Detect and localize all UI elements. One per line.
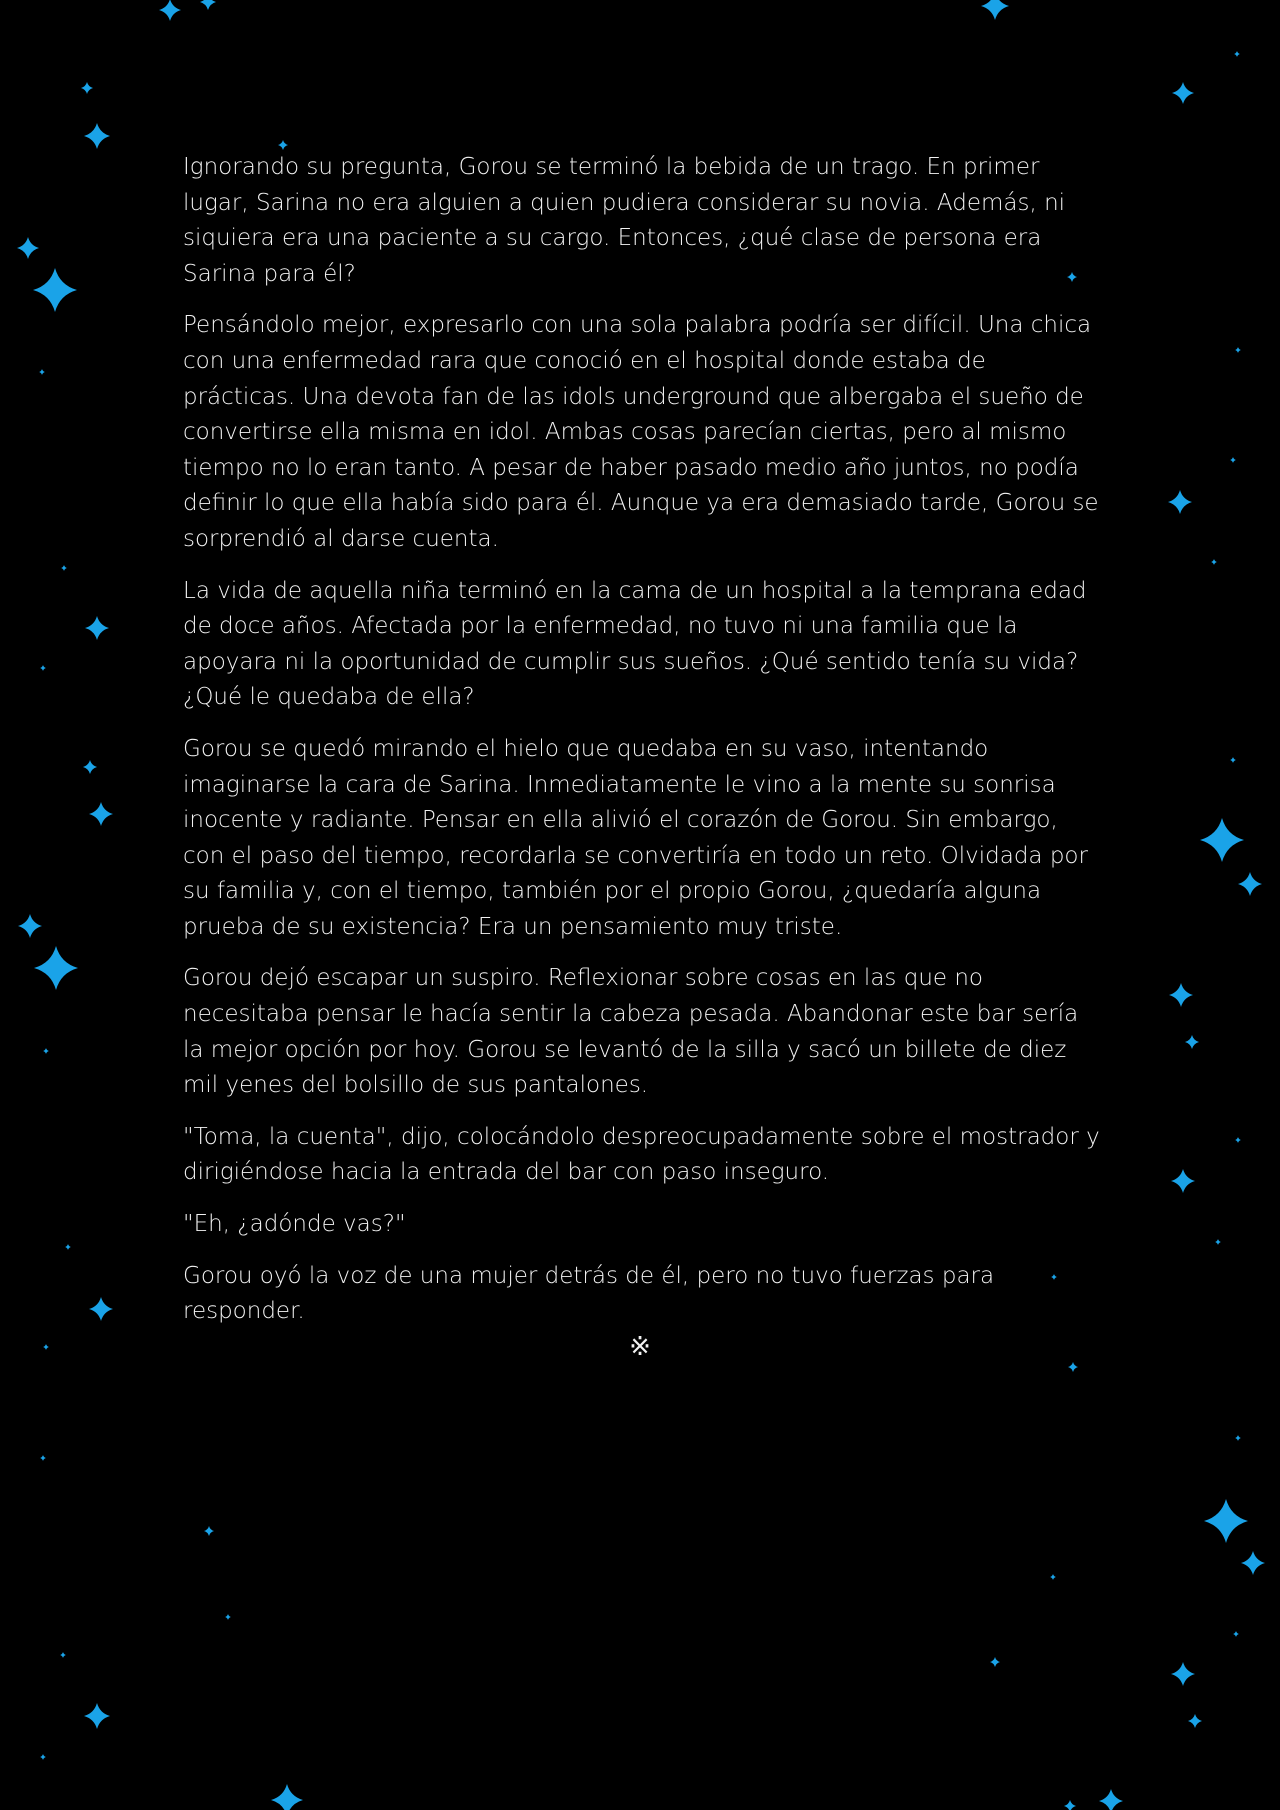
sparkle-star-icon [1230,457,1236,463]
sparkle-star-icon [1185,1035,1199,1049]
sparkle-star-icon [1235,347,1241,353]
sparkle-star-icon [159,0,181,21]
sparkle-star-icon [89,802,113,826]
sparkle-star-icon [278,140,288,150]
sparkle-star-icon [981,0,1009,20]
sparkle-star-icon [225,1614,231,1620]
sparkle-star-icon [81,82,93,94]
sparkle-star-icon [33,268,77,312]
sparkle-star-icon [85,616,109,640]
sparkle-star-icon [18,914,42,938]
sparkle-star-icon [83,760,97,774]
sparkle-star-icon [60,1652,66,1658]
sparkle-star-icon [990,1657,1000,1667]
sparkle-star-icon [1172,82,1194,104]
sparkle-star-icon [61,565,67,571]
sparkle-star-icon [1235,1137,1241,1143]
sparkle-star-icon [1204,1499,1248,1543]
sparkle-star-icon [204,1526,214,1536]
paragraph-5: Gorou dejó escapar un suspiro. Reflexionar sobre cosas en las que no necesitaba pensar le hacía sentir la cabeza pesada. Abandonar este bar sería la mejor opción por hoy. Gorou se levantó de la silla y sacó un billete de diez mil yenes del bolsillo de sus pantalones. [183,965,1079,1099]
sparkle-star-icon [40,665,46,671]
sparkle-star-icon [1099,1789,1123,1810]
story-text [183,150,1103,1346]
sparkle-star-icon [1064,1800,1076,1810]
sparkle-star-icon [40,1754,46,1760]
sparkle-star-icon [1235,1435,1241,1441]
sparkle-star-icon [1215,1239,1221,1245]
sparkle-star-icon [17,237,39,259]
sparkle-star-icon [1230,757,1236,763]
sparkle-star-icon [1211,559,1217,565]
sparkle-star-icon [1233,1631,1239,1637]
sparkle-star-icon [40,1455,46,1461]
sparkle-star-icon [1171,1169,1195,1193]
sparkle-star-icon [1238,872,1262,896]
sparkle-star-icon [1200,818,1244,862]
sparkle-star-icon [65,1244,71,1250]
paragraph-1: Ignorando su pregunta, Gorou se terminó la bebida de un trago. En primer lugar, Sarina no era alguien a quien pudiera considerar su novia. Además, ni siquiera era una paciente a su cargo. Entonces, ¿qué clase de persona era Sarina para él? [183,154,1066,287]
paragraph-2: Pensándolo mejor, expresarlo con una sola palabra podría ser difícil. Una chica con una enfermedad rara que conoció en el hospital donde estaba de prácticas. Una devota fan de las idols underground que albergaba el sueño de convertirse ella misma en idol. Ambas cosas parecían ciertas, pero al mismo tiempo no lo eran tanto. A pesar de haber pasado medio año juntos, no podía definir lo que ella había sido para él. Aunque ya era demasiado tarde, Gorou se sorprendió al darse cuenta. [183,312,1099,552]
sparkle-star-icon [43,1048,49,1054]
sparkle-star-icon [84,1703,110,1729]
paragraph-8: Gorou oyó la voz de una mujer detrás de él, pero no tuvo fuerzas para responder. [183,1262,995,1325]
sparkle-star-icon [271,1784,303,1810]
sparkle-star-icon [1169,983,1193,1007]
sparkle-star-icon [1168,490,1192,514]
sparkle-star-icon [34,946,78,990]
sparkle-star-icon [1241,1551,1265,1575]
sparkle-star-icon [1188,1714,1202,1728]
sparkle-star-icon [39,369,45,375]
sparkle-star-icon [84,123,110,149]
sparkle-star-icon [89,1297,113,1321]
sparkle-star-icon [1171,1662,1195,1686]
paragraph-3: La vida de aquella niña terminó en la cama de un hospital a la temprana edad de doce años. Afectada por la enfermedad, no tuvo ni una familia que la apoyara ni la oportunidad de cumplir sus sueños. ¿Qué sentido tenía su vida? ¿Qué le quedaba de ella? [183,577,1087,711]
sparkle-star-icon [1068,1362,1078,1372]
sparkle-star-icon [1050,1574,1056,1580]
scene-separator: ※ [629,1332,651,1362]
paragraph-4: Gorou se quedó mirando el hielo que quedaba en su vaso, intentando imaginarse la cara de Sarina. Inmediatamente le vino a la mente su sonrisa inocente y radiante. Pensar en ella alivió el corazón de Gorou. Sin embargo, con el paso del tiempo, recordarla se convertiría en todo un reto. Olvidada por su familia y, con el tiempo, también por el propio Gorou, ¿quedaría alguna prueba de su existencia? Era un pensamiento muy triste. [183,735,1088,940]
paragraph-6: "Toma, la cuenta", dijo, colocándolo despreocupadamente sobre el mostrador y dirigiéndose hacia la entrada del bar con paso inseguro. [183,1123,1100,1186]
paragraph-7: "Eh, ¿adónde vas?" [183,1211,406,1238]
sparkle-star-icon [1234,51,1240,57]
sparkle-star-icon [200,0,216,10]
